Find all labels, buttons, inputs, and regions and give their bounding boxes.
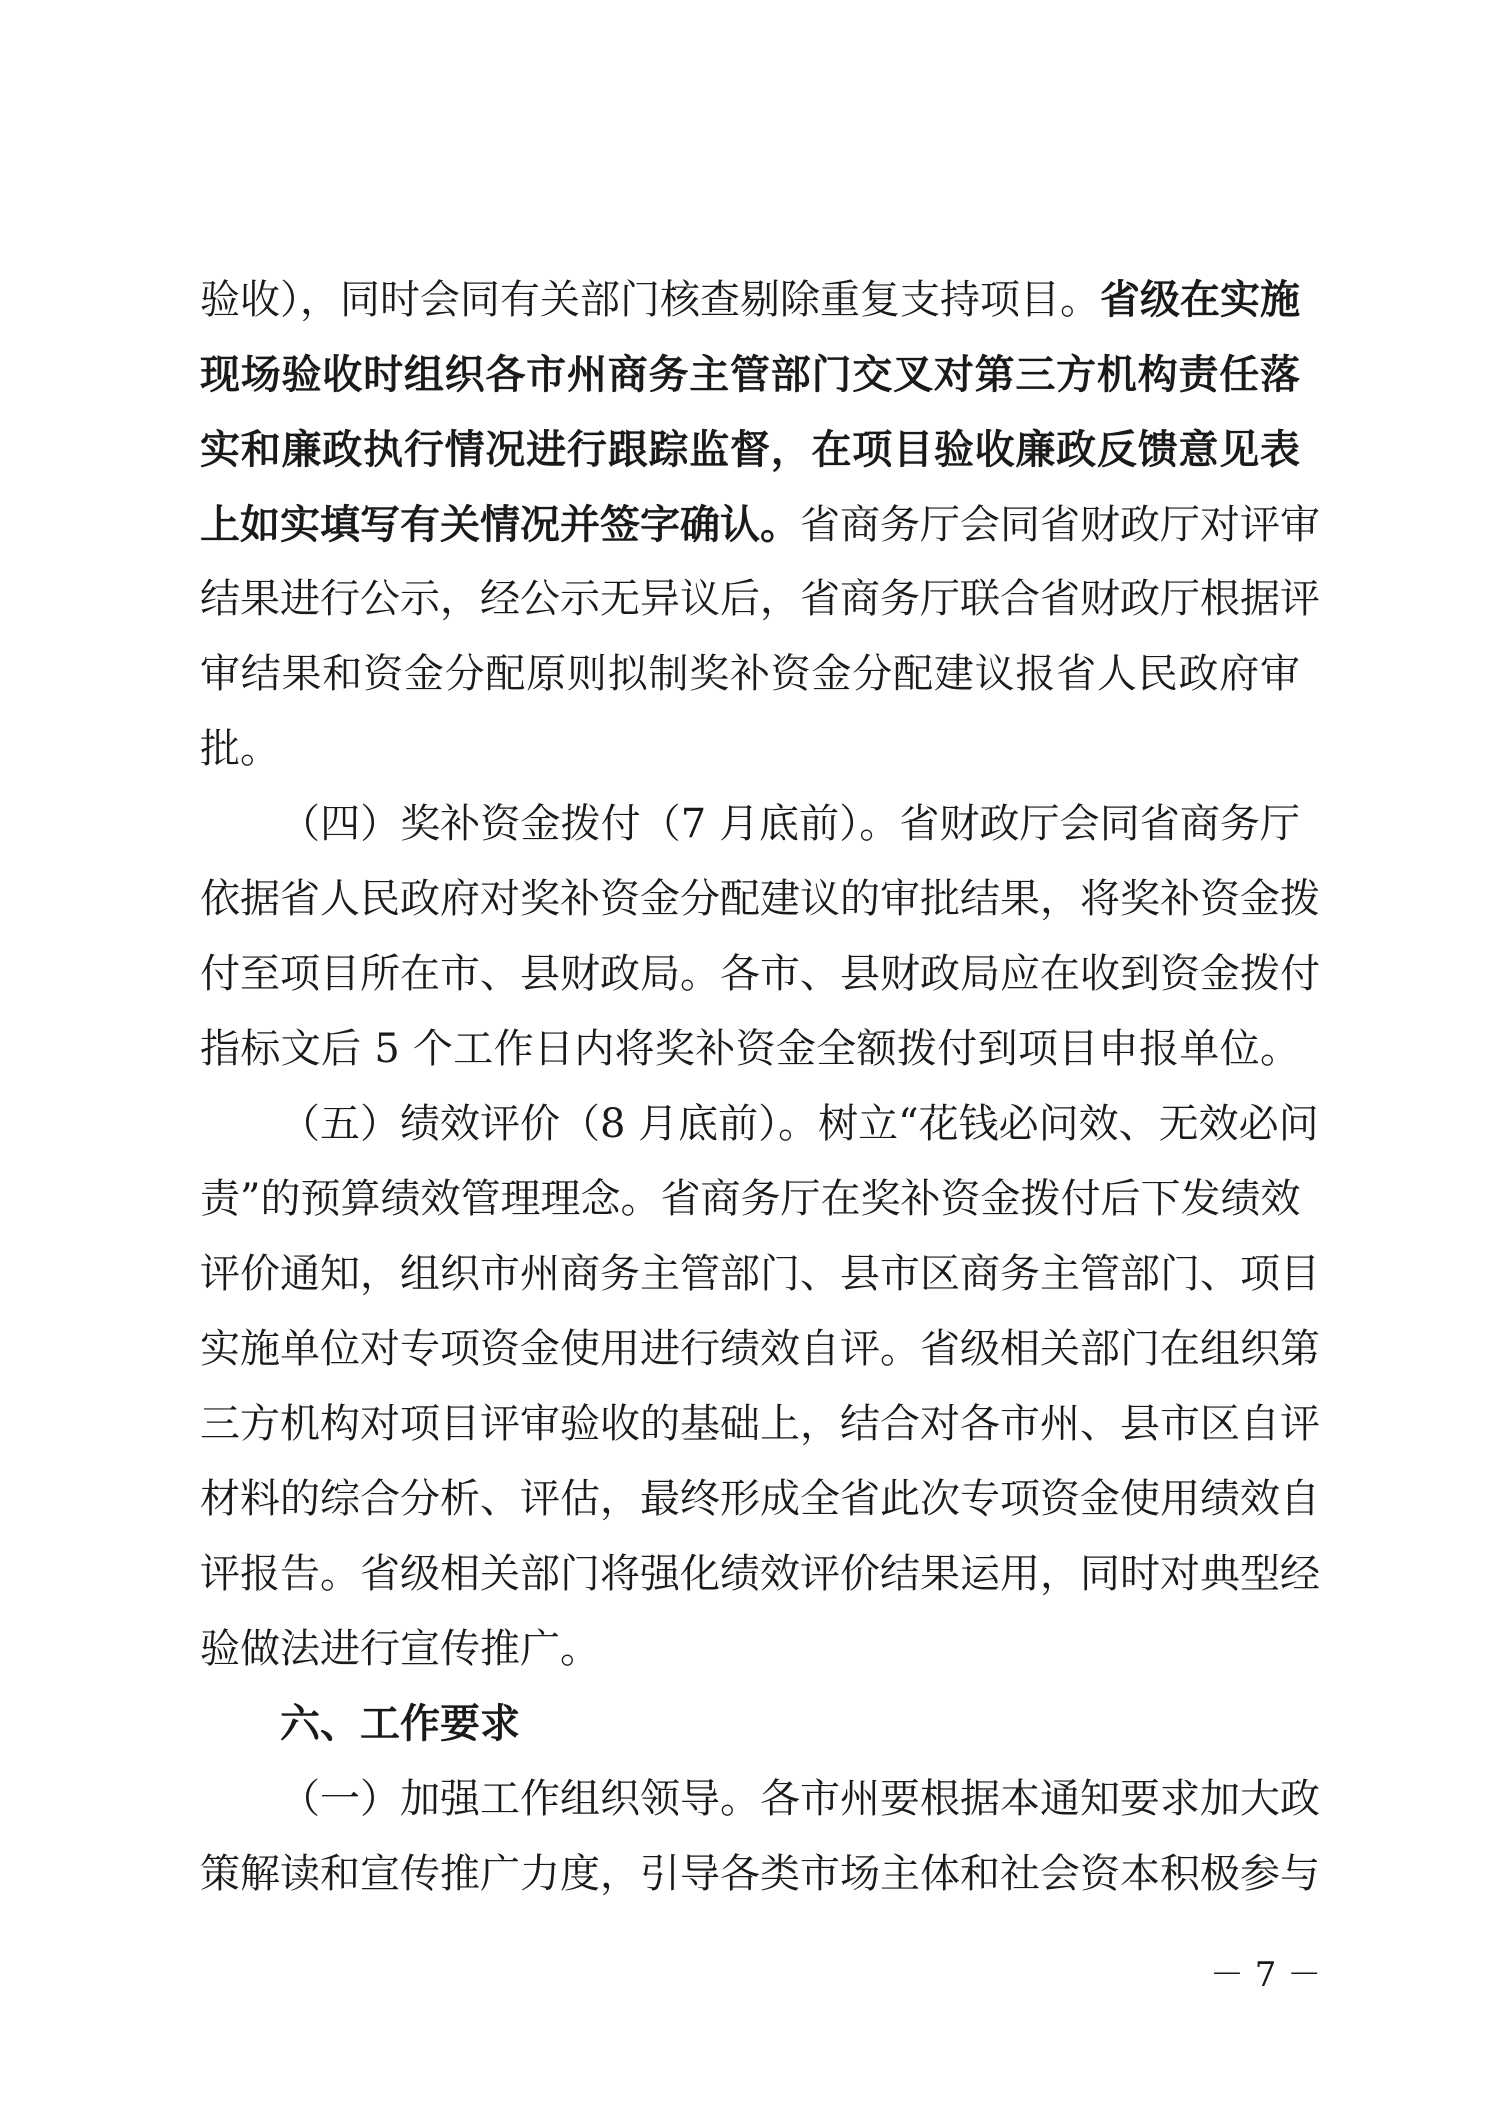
- text-line: 审结果和资金分配原则拟制奖补资金分配建议报省人民政府审: [200, 651, 1300, 697]
- text-line: 责”的预算绩效管理理念。省商务厅在奖补资金拨付后下发绩效: [200, 1176, 1301, 1222]
- text-line: 实施单位对专项资金使用进行绩效自评。省级相关部门在组织第: [200, 1326, 1320, 1372]
- text-run: 验收），同时会同有关部门核查剔除重复支持项目。: [200, 277, 1100, 323]
- text-line: 批。: [200, 726, 280, 772]
- bold-text-run: 省级在实施: [1100, 276, 1300, 323]
- text-line: [200, 487, 1320, 562]
- text-line: 付至项目所在市、县财政局。各市、县财政局应在收到资金拨付: [200, 951, 1320, 997]
- text-run: 省商务厅会同省财政厅对评审: [800, 502, 1320, 548]
- text-line: 验做法进行宣传推广。: [200, 1626, 600, 1672]
- text-line: 结果进行公示，经公示无异议后，省商务厅联合省财政厅根据评: [200, 576, 1320, 622]
- text-line: 实和廉政执行情况进行跟踪监督，在项目验收廉政反馈意见表: [200, 426, 1300, 473]
- text-line: 三方机构对项目评审验收的基础上，结合对各市州、县市区自评: [200, 1401, 1320, 1447]
- text-line: 评报告。省级相关部门将强化绩效评价结果运用，同时对典型经: [200, 1551, 1320, 1597]
- text-line: [200, 262, 1300, 337]
- section-heading: 六、工作要求: [280, 1701, 520, 1747]
- text-line: 指标文后 5 个工作日内将奖补资金全额拨付到项目申报单位。: [200, 1026, 1300, 1072]
- document-body: [200, 262, 1320, 1912]
- text-line: （五）绩效评价（8 月底前）。树立“花钱必问效、无效必问: [280, 1101, 1319, 1147]
- bold-text-run: 上如实填写有关情况并签字确认。: [200, 501, 800, 548]
- text-line: 策解读和宣传推广力度，引导各类市场主体和社会资本积极参与: [200, 1851, 1320, 1897]
- page-number: － 7 －: [1210, 1955, 1322, 1995]
- text-line: 现场验收时组织各市州商务主管部门交叉对第三方机构责任落: [200, 351, 1300, 398]
- text-line: 评价通知，组织市州商务主管部门、县市区商务主管部门、项目: [200, 1251, 1320, 1297]
- text-line: （四）奖补资金拨付（7 月底前）。省财政厅会同省商务厅: [280, 801, 1300, 847]
- text-line: （一）加强工作组织领导。各市州要根据本通知要求加大政: [280, 1776, 1320, 1822]
- text-line: 材料的综合分析、评估，最终形成全省此次专项资金使用绩效自: [200, 1476, 1320, 1522]
- text-line: 依据省人民政府对奖补资金分配建议的审批结果，将奖补资金拨: [200, 876, 1320, 922]
